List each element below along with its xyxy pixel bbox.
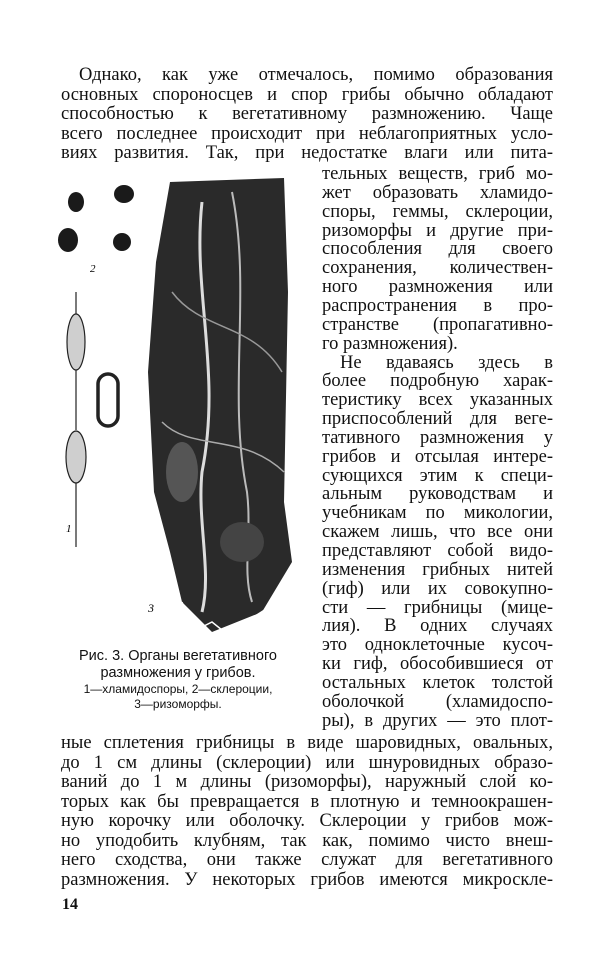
text-line: до 1 см длины (склероции) или шнуровидных образо-	[61, 752, 553, 773]
text-line: основных спороносцев и спор грибы обычно обладают	[61, 84, 553, 105]
page-number: 14	[62, 896, 78, 913]
chlamydospores-illustration	[66, 292, 118, 547]
text-line: ные сплетения грибницы в виде шаровидных, овальных,	[61, 733, 553, 753]
caption-legend-2: 3—ризоморфы.	[134, 697, 222, 711]
text-line: лия). В одних случаях	[322, 616, 553, 637]
text-line: но уподобить клубням, так как, помимо чисто внеш-	[61, 830, 553, 851]
sclerotia-illustration	[58, 185, 134, 252]
text-line: распространения в про-	[322, 295, 553, 316]
text-line: это одноклеточные кусоч-	[322, 635, 553, 656]
text-line: оболочкой (хламидоспо-	[322, 691, 553, 712]
figure-fungal-organs	[52, 172, 302, 644]
text-line: грибов и отсылая интере-	[322, 446, 553, 467]
text-line: споры, геммы, склероции,	[322, 201, 553, 222]
rhizomorph-illustration	[148, 178, 292, 638]
text-line: сохранения, количествен-	[322, 258, 553, 279]
text-line: торых как бы превращается в плотную и темноокрашен-	[61, 791, 553, 812]
caption-title-2: размножения у грибов.	[100, 665, 256, 681]
text-line: го размножения).	[322, 333, 458, 354]
text-line: странстве (пропагативно-	[322, 314, 553, 335]
text-line: способления для своего	[322, 239, 553, 260]
caption-title: Рис. 3. Органы вегетативного	[79, 648, 277, 664]
text-line: ризоморфы и другие при-	[322, 220, 553, 241]
text-line: тельных веществ, гриб мо-	[322, 164, 553, 184]
text-line: ного размножения или	[322, 277, 553, 298]
text-line: тативного размножения у	[322, 427, 553, 448]
text-line: (гиф) или их совокупно-	[322, 578, 553, 599]
text-line: альным руководствам и	[322, 484, 553, 505]
text-line: Не вдаваясь здесь в	[340, 352, 553, 373]
text-line: изменения грибных нитей	[322, 559, 553, 580]
text-line: размножения. У некоторых грибов имеются микроскле-	[61, 869, 553, 890]
text-line: него сходства, они также служат для вегетативного	[61, 850, 553, 870]
text-line: способностью к вегетативному размножению. Чаще	[61, 104, 553, 125]
figure-label-2: 2	[90, 263, 96, 275]
text-line: ры), в других — это плот-	[322, 710, 553, 731]
text-line: сующихся этим к специ-	[322, 465, 553, 486]
figure-label-3: 3	[148, 601, 154, 615]
text-line: представляют собой видо-	[322, 541, 553, 561]
text-line: ки гиф, обособившиеся от	[322, 654, 553, 675]
figure-caption	[52, 648, 304, 712]
text-line: теристику всех указанных	[322, 390, 553, 411]
text-line: более подробную харак-	[322, 371, 553, 392]
figure-label-1: 1	[66, 523, 72, 535]
text-line: жет образовать хламидо-	[322, 182, 553, 203]
text-line: виях развития. Так, при недостатке влаги или пита-	[61, 143, 553, 164]
text-line: Однако, как уже отмечалось, помимо образования	[79, 65, 553, 85]
text-line: скажем лишь, что все они	[322, 522, 553, 543]
text-line: учебникам по микологии,	[322, 503, 553, 524]
text-line: остальных клеток толстой	[322, 672, 553, 693]
text-line: ваний до 1 м длины (ризоморфы), наружный слой ко-	[61, 772, 553, 792]
text-line: сти — грибницы (мице-	[322, 597, 553, 618]
text-line: приспособлений для веге-	[322, 409, 553, 430]
text-line: всего последнее происходит при неблагоприятных усло-	[61, 123, 553, 144]
text-line: ную корочку или оболочку. Склероции у грибов мож-	[61, 811, 553, 831]
caption-legend: 1—хламидоспоры, 2—склероции,	[83, 682, 273, 696]
